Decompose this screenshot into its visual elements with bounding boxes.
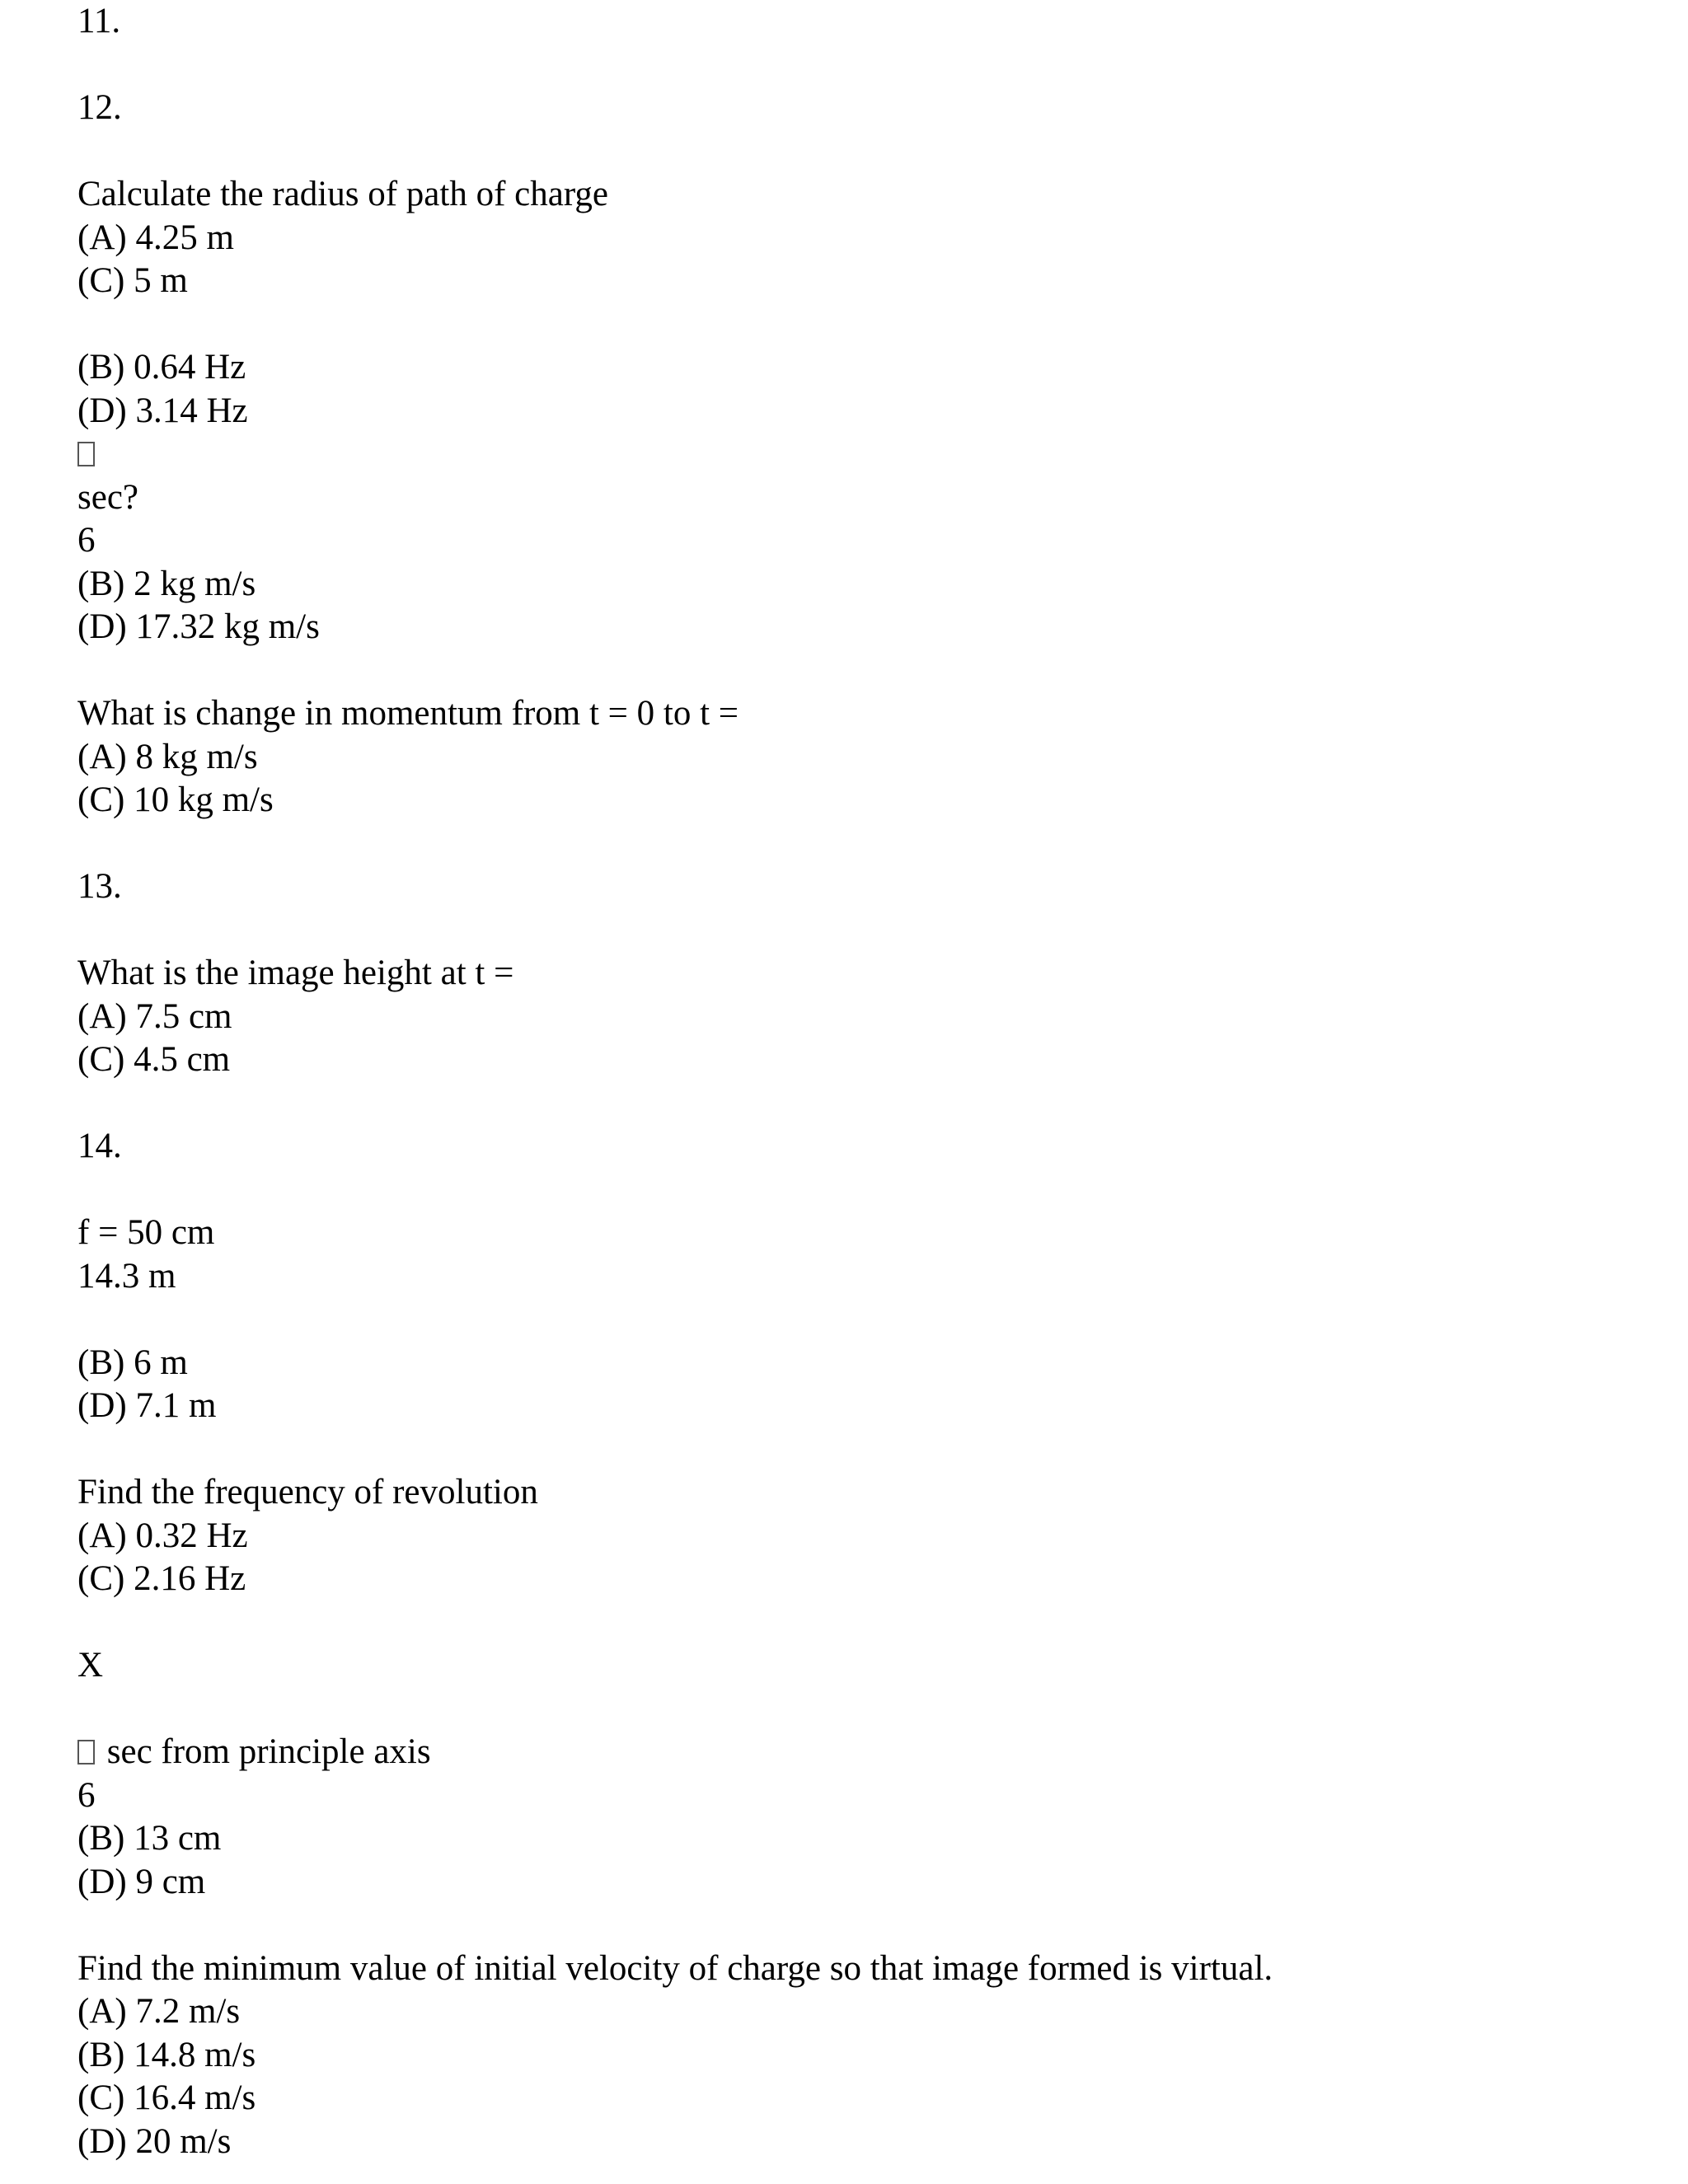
option-c: (C) 2.16 Hz: [77, 1559, 246, 1598]
question-text: sec?: [77, 477, 138, 517]
question-text-fragment: sec from principle axis: [106, 1732, 431, 1771]
blank-line: [77, 1904, 1643, 1947]
option-a: (A) 4.25 m: [77, 218, 234, 257]
blank-line: [77, 1601, 1643, 1645]
option-d: (D) 9 cm: [77, 1862, 206, 1901]
option-d: (D) 20 m/s: [77, 2121, 232, 2161]
option-c: (C) 4.5 cm: [77, 1040, 231, 1079]
question-text: What is change in momentum from t = 0 to t =: [77, 694, 739, 733]
option-a: (A) 7.5 cm: [77, 996, 232, 1036]
option-c: (C) 5 m: [77, 261, 188, 300]
option-b: (B) 14.8 m/s: [77, 2035, 256, 2074]
blank-line: [77, 130, 1643, 174]
blank-line: [77, 303, 1643, 347]
option-b: (B) 2 kg m/s: [77, 564, 256, 603]
question-text: Find the minimum value of initial velocity of charge so that image formed is virtual.: [77, 1948, 1273, 1988]
question-text: Calculate the radius of path of charge: [77, 175, 608, 213]
document-page: [77, 0, 1643, 2163]
blank-line: [77, 1688, 1643, 1732]
blank-line: [77, 44, 1643, 87]
option-c: (C) 16.4 m/s: [77, 2079, 256, 2117]
blank-line: [77, 1082, 1643, 1126]
option-b: (B) 6 m: [77, 1343, 188, 1382]
blank-line: [77, 823, 1643, 866]
blank-line: [77, 1298, 1643, 1342]
question-text: [77, 1731, 1643, 1774]
option-c: (C) 10 kg m/s: [77, 780, 274, 819]
given-value: 14.3 m: [77, 1256, 176, 1296]
option-d: (D) 7.1 m: [77, 1386, 217, 1425]
blank-line: [77, 909, 1643, 953]
option-a: (A) 0.32 Hz: [77, 1516, 248, 1555]
option-a: (A) 7.2 m/s: [77, 1992, 241, 2031]
fraction-denominator: 6: [77, 521, 96, 560]
missing-glyph-icon: [77, 442, 95, 466]
question-number: 11.: [77, 2, 121, 40]
blank-line: [77, 1428, 1643, 1472]
axis-label: X: [77, 1646, 104, 1685]
fraction-denominator: 6: [77, 1775, 96, 1815]
given-value: f = 50 cm: [77, 1213, 215, 1252]
question-text: Find the frequency of revolution: [77, 1473, 538, 1511]
question-number: 13.: [77, 867, 122, 906]
option-b: (B) 13 cm: [77, 1819, 222, 1858]
option-d: (D) 17.32 kg m/s: [77, 607, 320, 646]
missing-glyph-line: [77, 433, 1643, 476]
question-number: 14.: [77, 1127, 122, 1165]
option-d: (D) 3.14 Hz: [77, 391, 248, 430]
blank-line: [77, 1169, 1643, 1212]
question-number: 12.: [77, 88, 122, 127]
missing-glyph-icon: [77, 1740, 95, 1765]
blank-line: [77, 649, 1643, 693]
option-b: (B) 0.64 Hz: [77, 348, 246, 387]
option-a: (A) 8 kg m/s: [77, 737, 258, 776]
question-text: What is the image height at t =: [77, 954, 514, 992]
